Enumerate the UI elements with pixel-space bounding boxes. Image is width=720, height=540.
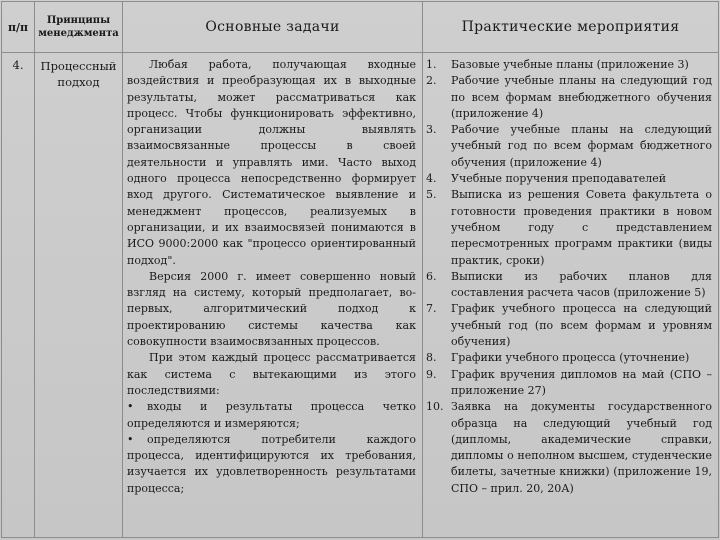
list-item bbox=[426, 301, 712, 350]
list-item-number: 10. bbox=[426, 400, 444, 414]
tasks-bullet-item bbox=[127, 432, 416, 497]
list-item-number: 3. bbox=[426, 123, 437, 137]
list-item-text: Рабочие учебные планы на следующий учебный год по всем формам бюджетного обучения (приложение 4) bbox=[451, 123, 712, 169]
row-principle: Процессный подход bbox=[35, 53, 123, 538]
list-item bbox=[426, 187, 712, 268]
bullet-icon: • bbox=[127, 400, 134, 414]
bullet-text: входы и результаты процесса четко определяются и измеряются; bbox=[127, 400, 416, 430]
list-item bbox=[426, 171, 712, 187]
measures-list bbox=[426, 57, 712, 497]
list-item bbox=[426, 367, 712, 400]
list-item bbox=[426, 269, 712, 302]
tasks-cell bbox=[123, 53, 423, 538]
list-item bbox=[426, 57, 712, 73]
list-item-number: 1. bbox=[426, 58, 437, 71]
list-item-number: 2. bbox=[426, 74, 437, 88]
list-item-text: График учебного процесса на следующий учебный год (по всем формам и уровням обучения) bbox=[451, 302, 712, 349]
bullet-text: определяются потребители каждого процесса, идентифицируются их требования, изучается их удовлетворенность результатами процесса; bbox=[127, 432, 416, 495]
list-item-number: 9. bbox=[426, 367, 437, 381]
list-item-number: 5. bbox=[426, 188, 437, 202]
header-measures: Практические мероприятия bbox=[423, 2, 719, 53]
table-header-row bbox=[2, 2, 719, 53]
list-item-text: Базовые учебные планы (приложение 3) bbox=[451, 58, 689, 71]
tasks-paragraph: При этом каждый процесс рассматривается как система с вытекающими из этого последствиями: bbox=[127, 351, 416, 397]
list-item bbox=[426, 399, 712, 497]
list-item-number: 7. bbox=[426, 302, 437, 316]
measures-cell bbox=[423, 53, 719, 538]
list-item-text: Учебные поручения преподавателей bbox=[451, 172, 667, 186]
list-item-text: Выписка из решения Совета факультета о готовности проведения практики в новом учебном году с представлением пересмотренных программ практики (виды практик, сроки) bbox=[451, 188, 712, 267]
list-item-number: 4. bbox=[426, 172, 437, 186]
row-number: 4. bbox=[2, 53, 35, 538]
list-item bbox=[426, 73, 712, 122]
list-item-text: Выписки из рабочих планов для составления расчета часов (приложение 5) bbox=[451, 269, 712, 300]
header-number: п/п bbox=[2, 2, 35, 53]
list-item-text: График вручения дипломов на май (СПО – приложение 27) bbox=[451, 367, 712, 397]
list-item bbox=[426, 122, 712, 171]
list-item-number: 8. bbox=[426, 351, 437, 365]
table-row bbox=[2, 53, 719, 538]
tasks-paragraph: Любая работа, получающая входные воздействия и преобразующая их в выходные результаты, может рассматриваться как процесс. Чтобы функционировать эффективно, организации должны выявлять взаимосвязанные процессы в своей деятельности и управлять ими. Часто выход одного процесса непосредственно формирует вход другого. Систематическое выявление и менеджмент процессов, реализуемых в организации, и их взаимосвязей понимаются в ИСО 9000:2000 как "процессо ориентированный подход". bbox=[127, 58, 416, 267]
tasks-bullet-item bbox=[127, 399, 416, 432]
header-tasks: Основные задачи bbox=[123, 2, 423, 53]
tasks-paragraph: Версия 2000 г. имеет совершенно новый взгляд на систему, который предполагает, во-первых, алгоритмический подход к проектированию системы качества как совокупности взаимосвязанных процессов. bbox=[127, 269, 416, 349]
list-item-text: Графики учебного процесса (уточнение) bbox=[451, 351, 690, 365]
list-item-text: Заявка на документы государственного образца на следующий учебный год (дипломы, академические справки, дипломы о неполном высшем, студенческие билеты, зачетные книжки) (приложение 19, СПО – прил. 20, 20А) bbox=[451, 400, 712, 495]
principles-table bbox=[1, 1, 719, 538]
list-item-number: 6. bbox=[426, 269, 437, 283]
bullet-icon: • bbox=[127, 432, 134, 446]
header-principles: Принципы менеджмента bbox=[35, 2, 123, 53]
list-item bbox=[426, 350, 712, 366]
list-item-text: Рабочие учебные планы на следующий год по всем формам внебюджетного обучения (приложение 4) bbox=[451, 74, 712, 120]
